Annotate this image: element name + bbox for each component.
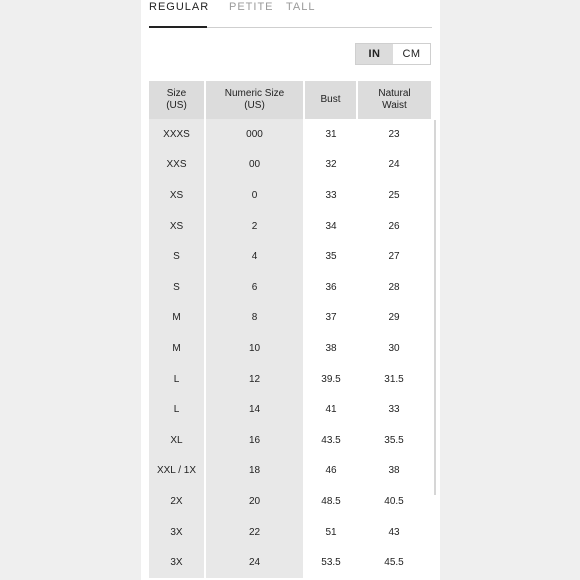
numeric-size-cell: 16	[205, 425, 304, 456]
table-row	[149, 486, 431, 517]
table-row	[149, 547, 431, 578]
table-row	[149, 150, 431, 181]
table-row	[149, 425, 431, 456]
header-bust	[304, 81, 357, 119]
unit-toggle	[355, 43, 431, 65]
table-row	[149, 180, 431, 211]
size-cell: L	[149, 364, 205, 395]
size-cell: 2X	[149, 486, 205, 517]
fit-tabs	[149, 0, 432, 28]
table-row	[149, 211, 431, 242]
table-row	[149, 394, 431, 425]
bust-cell: 41	[304, 394, 357, 425]
table-row	[149, 303, 431, 334]
header-natural-waist-text: Natural Waist	[378, 88, 411, 111]
size-cell: XXL / 1X	[149, 456, 205, 487]
waist-cell: 30	[357, 333, 431, 364]
waist-cell: 28	[357, 272, 431, 303]
unit-in-button[interactable]: IN	[356, 44, 393, 64]
active-tab-underline	[149, 26, 207, 28]
waist-cell: 43	[357, 517, 431, 548]
unit-cm-button[interactable]: CM	[402, 48, 421, 60]
table-header-row	[149, 81, 431, 119]
bust-cell: 36	[304, 272, 357, 303]
tab-regular-label: REGULAR	[149, 1, 210, 13]
table-row	[149, 241, 431, 272]
size-cell: S	[149, 241, 205, 272]
waist-cell: 25	[357, 180, 431, 211]
numeric-size-cell: 18	[205, 456, 304, 487]
size-cell: XL	[149, 425, 205, 456]
size-cell: M	[149, 303, 205, 334]
size-cell: 3X	[149, 517, 205, 548]
numeric-size-cell: 22	[205, 517, 304, 548]
bust-cell: 48.5	[304, 486, 357, 517]
bust-cell: 39.5	[304, 364, 357, 395]
size-chart-panel	[141, 0, 440, 580]
table-row	[149, 456, 431, 487]
size-cell: M	[149, 333, 205, 364]
size-table	[149, 81, 431, 578]
bust-cell: 33	[304, 180, 357, 211]
numeric-size-cell: 00	[205, 150, 304, 181]
bust-cell: 34	[304, 211, 357, 242]
waist-cell: 35.5	[357, 425, 431, 456]
size-cell: S	[149, 272, 205, 303]
tab-petite-label: PETITE	[229, 1, 274, 13]
numeric-size-cell: 4	[205, 241, 304, 272]
table-scrollbar[interactable]	[434, 120, 436, 495]
size-cell: XS	[149, 180, 205, 211]
waist-cell: 38	[357, 456, 431, 487]
size-cell: 3X	[149, 547, 205, 578]
table-row	[149, 119, 431, 150]
table-row	[149, 333, 431, 364]
header-numeric-size-us	[205, 81, 304, 119]
bust-cell: 51	[304, 517, 357, 548]
numeric-size-cell: 10	[205, 333, 304, 364]
waist-cell: 27	[357, 241, 431, 272]
bust-cell: 31	[304, 119, 357, 150]
tab-tall[interactable]	[286, 0, 326, 26]
waist-cell: 31.5	[357, 364, 431, 395]
table-row	[149, 517, 431, 548]
size-cell: L	[149, 394, 205, 425]
size-cell: XXXS	[149, 119, 205, 150]
header-size-us	[149, 81, 205, 119]
numeric-size-cell: 6	[205, 272, 304, 303]
numeric-size-cell: 000	[205, 119, 304, 150]
numeric-size-cell: 24	[205, 547, 304, 578]
bust-cell: 32	[304, 150, 357, 181]
header-size-us-text: Size (US)	[166, 88, 187, 111]
bust-cell: 46	[304, 456, 357, 487]
waist-cell: 40.5	[357, 486, 431, 517]
bust-cell: 35	[304, 241, 357, 272]
table-row	[149, 364, 431, 395]
waist-cell: 23	[357, 119, 431, 150]
bust-cell: 37	[304, 303, 357, 334]
waist-cell: 24	[357, 150, 431, 181]
waist-cell: 45.5	[357, 547, 431, 578]
header-natural-waist	[357, 81, 431, 119]
table-row	[149, 272, 431, 303]
waist-cell: 33	[357, 394, 431, 425]
bust-cell: 43.5	[304, 425, 357, 456]
waist-cell: 26	[357, 211, 431, 242]
tab-tall-label: TALL	[286, 1, 316, 13]
numeric-size-cell: 20	[205, 486, 304, 517]
waist-cell: 29	[357, 303, 431, 334]
bust-cell: 38	[304, 333, 357, 364]
numeric-size-cell: 2	[205, 211, 304, 242]
numeric-size-cell: 12	[205, 364, 304, 395]
bust-cell: 53.5	[304, 547, 357, 578]
size-cell: XXS	[149, 150, 205, 181]
numeric-size-cell: 8	[205, 303, 304, 334]
size-cell: XS	[149, 211, 205, 242]
numeric-size-cell: 14	[205, 394, 304, 425]
header-bust-text: Bust	[320, 94, 341, 105]
header-numeric-size-text: Numeric Size (US)	[224, 88, 285, 111]
tab-regular[interactable]	[149, 0, 210, 26]
numeric-size-cell: 0	[205, 180, 304, 211]
tab-petite[interactable]	[229, 0, 279, 26]
